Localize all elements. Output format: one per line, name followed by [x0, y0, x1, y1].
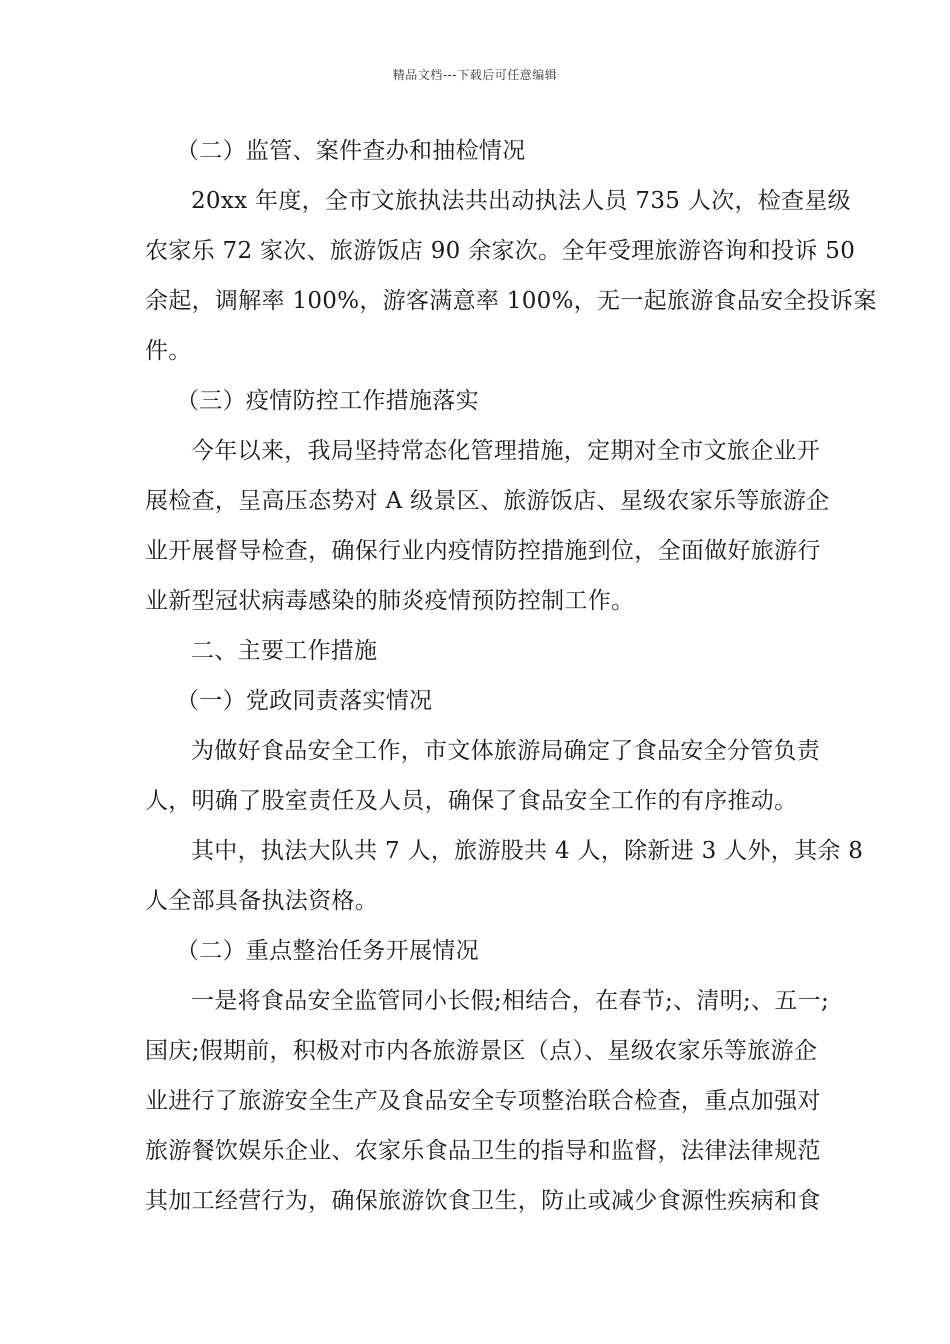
section-heading: （二）重点整治任务开展情况: [176, 938, 479, 964]
paragraph-line: 业新型冠状病毒感染的肺炎疫情预防控制工作。: [145, 588, 635, 614]
section-heading: （一）党政同责落实情况: [176, 688, 433, 714]
paragraph-line: 余起，调解率 100%，游客满意率 100%，无一起旅游食品安全投诉案: [145, 288, 877, 314]
paragraph-line: 人全部具备执法资格。: [145, 888, 378, 914]
paragraph-line: 业开展督导检查，确保行业内疫情防控措施到位，全面做好旅游行: [145, 538, 821, 564]
paragraph-line: 为做好食品安全工作，市文体旅游局确定了食品安全分管负责: [191, 738, 821, 764]
paragraph-line: 20xx 年度，全市文旅执法共出动执法人员 735 人次，检查星级: [191, 188, 851, 214]
paragraph-line: 旅游餐饮娱乐企业、农家乐食品卫生的指导和监督，法律法律规范: [145, 1138, 821, 1164]
section-heading: （二）监管、案件查办和抽检情况: [176, 138, 526, 164]
paragraph-line: 人，明确了股室责任及人员，确保了食品安全工作的有序推动。: [145, 788, 798, 814]
paragraph-line: 展检查，呈高压态势对 A 级景区、旅游饭店、星级农家乐等旅游企: [145, 488, 830, 514]
paragraph-line: 一是将食品安全监管同小长假;相结合，在春节;、清明;、五一;: [191, 988, 829, 1014]
paragraph-line: 国庆;假期前，积极对市内各旅游景区（点）、星级农家乐等旅游企: [145, 1038, 818, 1064]
paragraph-line: 件。: [145, 338, 192, 364]
paragraph-line: 其加工经营行为，确保旅游饮食卫生，防止或减少食源性疾病和食: [145, 1188, 821, 1214]
chapter-heading: 二、主要工作措施: [191, 638, 378, 664]
paragraph-line: 业进行了旅游安全生产及食品安全专项整治联合检查，重点加强对: [145, 1088, 821, 1114]
paragraph-line: 其中，执法大队共 7 人，旅游股共 4 人，除新进 3 人外，其余 8: [191, 838, 864, 864]
paragraph-line: 今年以来，我局坚持常态化管理措施，定期对全市文旅企业开: [191, 438, 821, 464]
paragraph-line: 农家乐 72 家次、旅游饭店 90 余家次。全年受理旅游咨询和投诉 50: [145, 238, 856, 264]
page-header: 精品文档---下载后可任意编辑: [392, 68, 558, 82]
section-heading: （三）疫情防控工作措施落实: [176, 388, 479, 414]
